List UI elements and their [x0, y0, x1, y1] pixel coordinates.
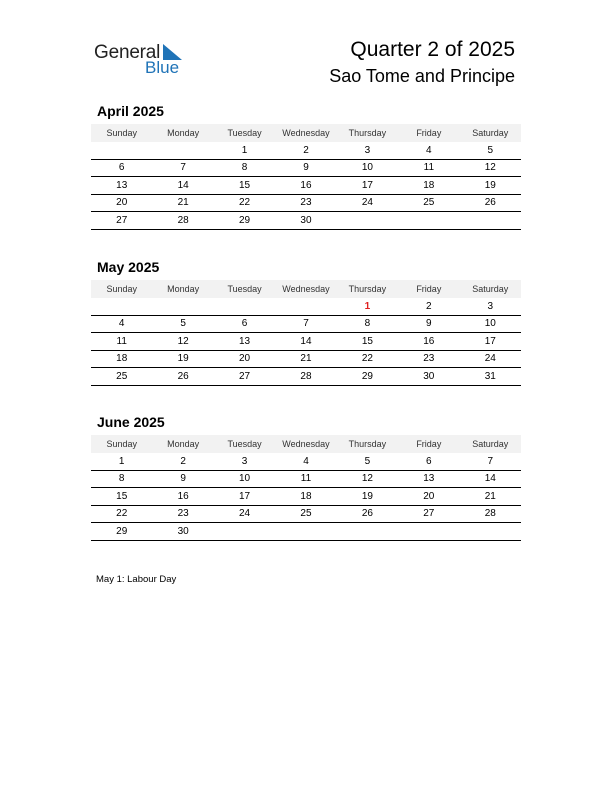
page-title: Quarter 2 of 2025: [350, 38, 515, 61]
day-cell: 20: [398, 488, 459, 506]
day-cell: 15: [337, 333, 398, 351]
day-cell: 4: [275, 453, 336, 470]
week-row: [91, 505, 521, 523]
weekday-header: Friday: [398, 124, 459, 142]
weekday-header-row: [91, 124, 521, 142]
day-cell: 10: [460, 315, 521, 333]
day-cell: [460, 212, 521, 230]
day-cell: 25: [91, 368, 152, 386]
logo-text-blue: Blue: [145, 58, 180, 77]
weekday-header: Wednesday: [275, 435, 336, 453]
week-row: [91, 159, 521, 177]
day-cell: 29: [214, 212, 275, 230]
holiday-day-cell: 1: [337, 298, 398, 315]
day-cell: 27: [91, 212, 152, 230]
day-cell: 20: [214, 350, 275, 368]
day-cell: 20: [91, 194, 152, 212]
day-cell: 8: [91, 470, 152, 488]
day-cell: [214, 523, 275, 541]
day-cell: 14: [275, 333, 336, 351]
calendar-table: [91, 280, 521, 386]
weekday-header-row: [91, 435, 521, 453]
day-cell: 11: [91, 333, 152, 351]
day-cell: 7: [460, 453, 521, 470]
weekday-header: Sunday: [91, 280, 152, 298]
page-subtitle: Sao Tome and Principe: [329, 66, 515, 86]
week-row: [91, 212, 521, 230]
day-cell: 28: [275, 368, 336, 386]
day-cell: 2: [398, 298, 459, 315]
day-cell: 2: [152, 453, 213, 470]
day-cell: 23: [398, 350, 459, 368]
day-cell: 18: [398, 177, 459, 195]
day-cell: 18: [275, 488, 336, 506]
day-cell: 29: [337, 368, 398, 386]
day-cell: 1: [214, 142, 275, 159]
day-cell: 25: [398, 194, 459, 212]
day-cell: 5: [460, 142, 521, 159]
day-cell: [337, 212, 398, 230]
day-cell: 19: [152, 350, 213, 368]
day-cell: 4: [398, 142, 459, 159]
day-cell: 6: [91, 159, 152, 177]
weekday-header: Thursday: [337, 435, 398, 453]
day-cell: 23: [275, 194, 336, 212]
day-cell: 13: [214, 333, 275, 351]
weekday-header: Saturday: [460, 280, 521, 298]
week-row: [91, 315, 521, 333]
week-row: [91, 177, 521, 195]
day-cell: 13: [91, 177, 152, 195]
day-cell: 21: [152, 194, 213, 212]
weekday-header-row: [91, 280, 521, 298]
day-cell: 17: [460, 333, 521, 351]
day-cell: 26: [460, 194, 521, 212]
day-cell: 17: [214, 488, 275, 506]
day-cell: 8: [337, 315, 398, 333]
day-cell: 5: [337, 453, 398, 470]
day-cell: 3: [214, 453, 275, 470]
day-cell: 15: [91, 488, 152, 506]
day-cell: 21: [460, 488, 521, 506]
day-cell: [152, 142, 213, 159]
day-cell: [460, 523, 521, 541]
day-cell: 9: [152, 470, 213, 488]
day-cell: 10: [337, 159, 398, 177]
week-row: [91, 488, 521, 506]
day-cell: 5: [152, 315, 213, 333]
day-cell: 14: [460, 470, 521, 488]
day-cell: [91, 298, 152, 315]
weekday-header: Saturday: [460, 435, 521, 453]
month-calendar-april: [91, 102, 521, 230]
month-calendar-may: [91, 258, 521, 386]
day-cell: 9: [398, 315, 459, 333]
day-cell: 24: [337, 194, 398, 212]
weekday-header: Tuesday: [214, 280, 275, 298]
week-row: [91, 523, 521, 541]
weekday-header: Thursday: [337, 280, 398, 298]
day-cell: 30: [152, 523, 213, 541]
holiday-note: May 1: Labour Day: [96, 574, 177, 585]
day-cell: 12: [460, 159, 521, 177]
weekday-header: Friday: [398, 280, 459, 298]
month-title: April 2025: [97, 103, 164, 119]
day-cell: 3: [460, 298, 521, 315]
week-row: [91, 453, 521, 470]
day-cell: 23: [152, 505, 213, 523]
weekday-header: Monday: [152, 124, 213, 142]
day-cell: 8: [214, 159, 275, 177]
weekday-header: Monday: [152, 435, 213, 453]
day-cell: 12: [337, 470, 398, 488]
day-cell: 21: [275, 350, 336, 368]
day-cell: 24: [460, 350, 521, 368]
day-cell: 11: [398, 159, 459, 177]
month-calendar-june: [91, 413, 521, 541]
day-cell: 2: [275, 142, 336, 159]
day-cell: 29: [91, 523, 152, 541]
week-row: [91, 298, 521, 315]
day-cell: 15: [214, 177, 275, 195]
week-row: [91, 194, 521, 212]
day-cell: 26: [152, 368, 213, 386]
day-cell: [152, 298, 213, 315]
day-cell: 7: [275, 315, 336, 333]
day-cell: 17: [337, 177, 398, 195]
day-cell: [398, 523, 459, 541]
day-cell: 22: [337, 350, 398, 368]
day-cell: 14: [152, 177, 213, 195]
weekday-header: Friday: [398, 435, 459, 453]
day-cell: 16: [275, 177, 336, 195]
day-cell: 22: [214, 194, 275, 212]
day-cell: 1: [91, 453, 152, 470]
week-row: [91, 350, 521, 368]
brand-logo: [94, 40, 194, 80]
day-cell: 28: [152, 212, 213, 230]
day-cell: 6: [214, 315, 275, 333]
day-cell: 25: [275, 505, 336, 523]
week-row: [91, 368, 521, 386]
day-cell: 7: [152, 159, 213, 177]
logo-text-general: General: [94, 42, 161, 63]
calendar-table: [91, 124, 521, 230]
weekday-header: Saturday: [460, 124, 521, 142]
weekday-header: Wednesday: [275, 280, 336, 298]
day-cell: 19: [337, 488, 398, 506]
day-cell: 11: [275, 470, 336, 488]
week-row: [91, 142, 521, 159]
day-cell: 31: [460, 368, 521, 386]
month-title: June 2025: [97, 414, 165, 430]
day-cell: [398, 212, 459, 230]
weekday-header: Tuesday: [214, 435, 275, 453]
calendar-table: [91, 435, 521, 541]
day-cell: 16: [398, 333, 459, 351]
week-row: [91, 470, 521, 488]
day-cell: [214, 298, 275, 315]
day-cell: 27: [398, 505, 459, 523]
day-cell: 28: [460, 505, 521, 523]
day-cell: 10: [214, 470, 275, 488]
weekday-header: Sunday: [91, 435, 152, 453]
weekday-header: Tuesday: [214, 124, 275, 142]
day-cell: 27: [214, 368, 275, 386]
day-cell: 18: [91, 350, 152, 368]
day-cell: 12: [152, 333, 213, 351]
weekday-header: Sunday: [91, 124, 152, 142]
day-cell: 9: [275, 159, 336, 177]
weekday-header: Wednesday: [275, 124, 336, 142]
day-cell: 3: [337, 142, 398, 159]
day-cell: 16: [152, 488, 213, 506]
day-cell: 6: [398, 453, 459, 470]
day-cell: 13: [398, 470, 459, 488]
week-row: [91, 333, 521, 351]
day-cell: [275, 298, 336, 315]
weekday-header: Monday: [152, 280, 213, 298]
day-cell: 30: [275, 212, 336, 230]
weekday-header: Thursday: [337, 124, 398, 142]
day-cell: 4: [91, 315, 152, 333]
day-cell: 26: [337, 505, 398, 523]
day-cell: [91, 142, 152, 159]
day-cell: 19: [460, 177, 521, 195]
day-cell: [337, 523, 398, 541]
day-cell: 30: [398, 368, 459, 386]
day-cell: [275, 523, 336, 541]
day-cell: 24: [214, 505, 275, 523]
day-cell: 22: [91, 505, 152, 523]
month-title: May 2025: [97, 259, 160, 275]
